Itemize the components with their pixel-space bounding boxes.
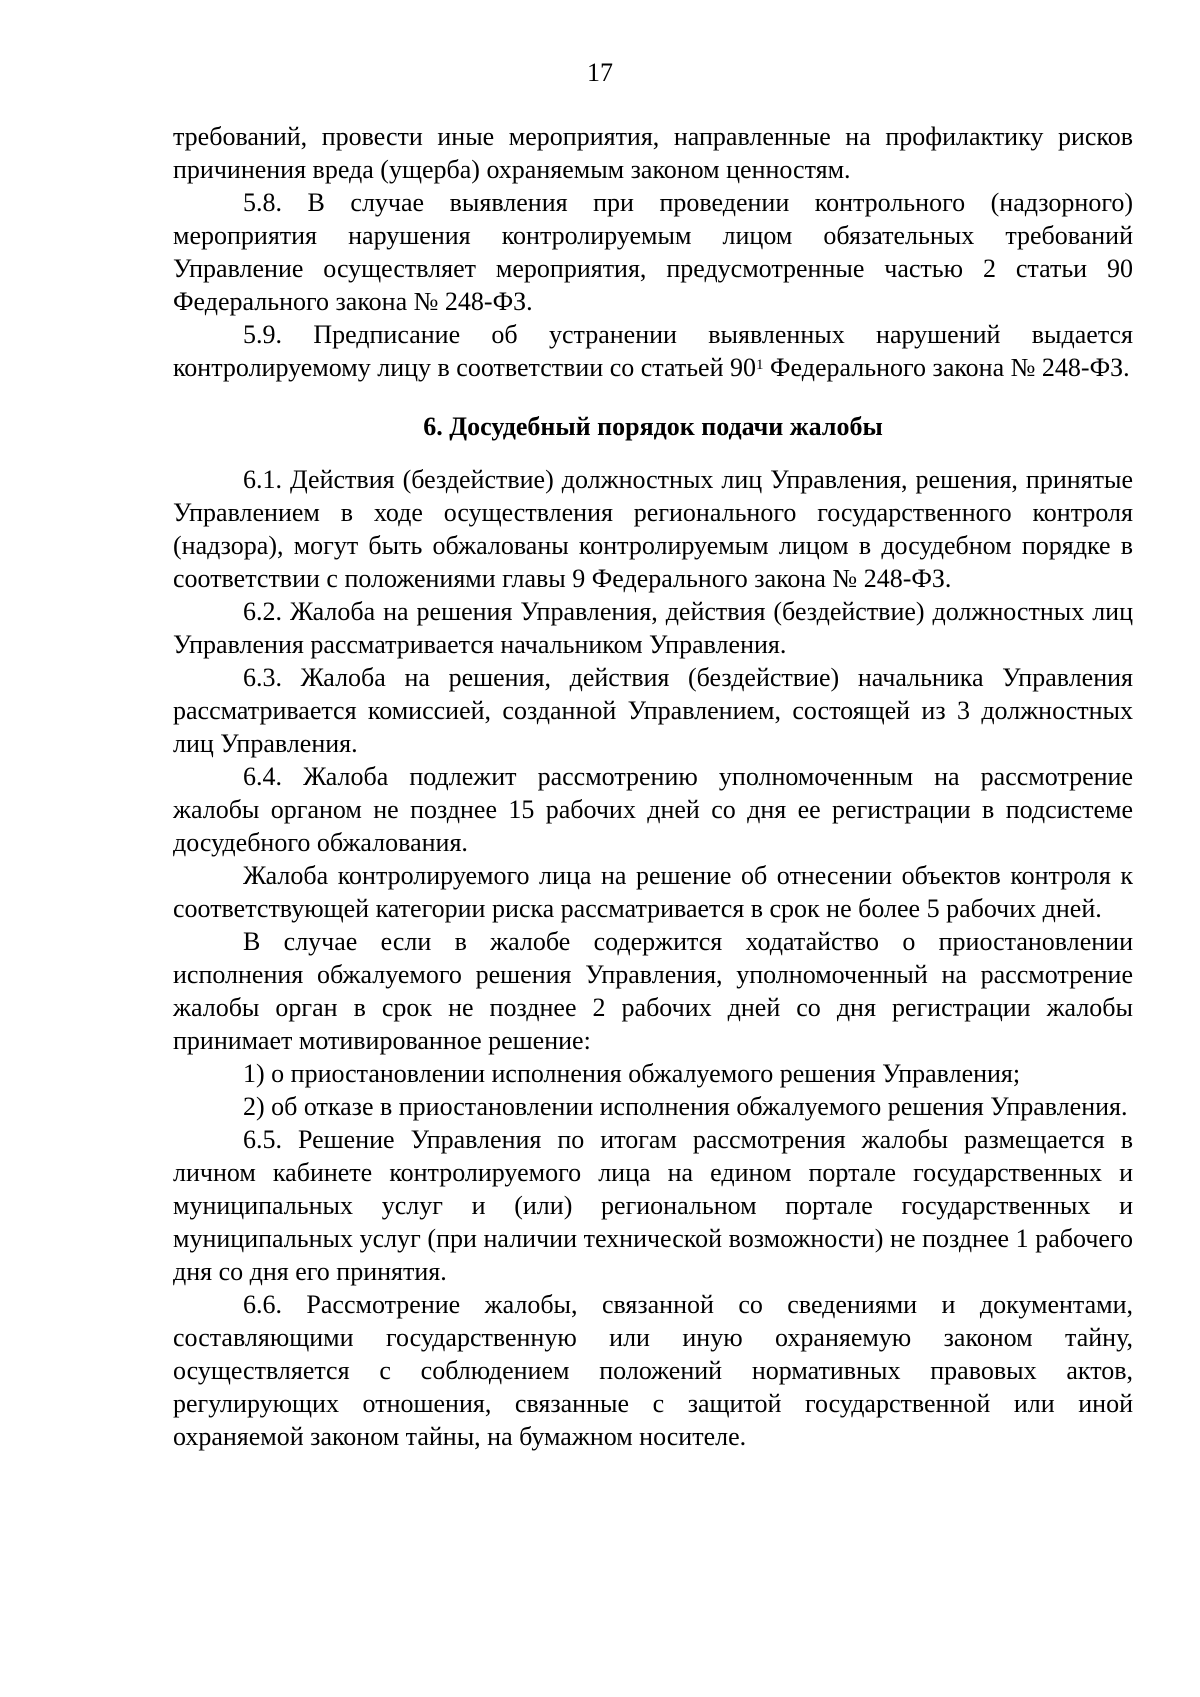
- list-item-1: 1) о приостановлении исполнения обжалуемого решения Управления;: [243, 1059, 1021, 1088]
- paragraph-5-9-text: 5.9. Предписание об устранении выявленных нарушений выдается контролируемому лицу в соответствии со статьей 90: [173, 320, 1133, 382]
- paragraph-6-5: 6.5. Решение Управления по итогам рассмотрения жалобы размещается в личном кабинете контролируемого лица на едином портале государственных и муниципальных услуг и (или) региональном портале государственных и муниципальных услуг (при наличии технической возможности) не позднее 1 рабочего дня со дня его принятия.: [173, 1125, 1133, 1286]
- paragraph-6-4: 6.4. Жалоба подлежит рассмотрению уполномоченным на рассмотрение жалобы органом не позднее 15 рабочих дней со дня ее регистрации в подсистеме досудебного обжалования.: [173, 762, 1133, 857]
- paragraph-6-6: 6.6. Рассмотрение жалобы, связанной со сведениями и документами, составляющими государственную или иную охраняемую законом тайну, осуществляется с соблюдением положений нормативных правовых актов, регулирующих отношения, связанные с защитой государственной или иной охраняемой законом тайны, на бумажном носителе.: [173, 1290, 1133, 1451]
- paragraph-6-4-c: В случае если в жалобе содержится ходатайство о приостановлении исполнения обжалуемого решения Управления, уполномоченный на рассмотрение жалобы орган в срок не позднее 2 рабочих дней со дня регистрации жалобы принимает мотивированное решение:: [173, 927, 1133, 1055]
- paragraph-6-1: 6.1. Действия (бездействие) должностных лиц Управления, решения, принятые Управлением в ходе осуществления регионального государственного контроля (надзора), могут быть обжалованы контролируемым лицом в досудебном порядке в соответствии с положениями главы 9 Федерального закона № 248-ФЗ.: [173, 465, 1133, 593]
- page-number: 17: [587, 58, 613, 87]
- paragraph-5-9: [173, 318, 1133, 384]
- document-body: [173, 120, 1133, 1453]
- section-6-heading: 6. Досудебный порядок подачи жалобы: [423, 412, 883, 441]
- paragraph-6-2: 6.2. Жалоба на решения Управления, действия (бездействие) должностных лиц Управления рассматривается начальником Управления.: [173, 597, 1133, 659]
- paragraph-6-3: 6.3. Жалоба на решения, действия (бездействие) начальника Управления рассматривается комиссией, созданной Управлением, состоящей из 3 должностных лиц Управления.: [173, 663, 1133, 758]
- paragraph-5-9-text-end: Федерального закона № 248-ФЗ.: [763, 353, 1130, 382]
- list-item-2: 2) об отказе в приостановлении исполнения обжалуемого решения Управления.: [243, 1092, 1128, 1121]
- paragraph-6-4-b: Жалоба контролируемого лица на решение об отнесении объектов контроля к соответствующей категории риска рассматривается в срок не более 5 рабочих дней.: [173, 861, 1133, 923]
- paragraph-intro: требований, провести иные мероприятия, направленные на профилактику рисков причинения вреда (ущерба) охраняемым законом ценностям.: [173, 122, 1133, 184]
- paragraph-5-8: 5.8. В случае выявления при проведении контрольного (надзорного) мероприятия нарушения контролируемым лицом обязательных требований Управление осуществляет мероприятия, предусмотренные частью 2 статьи 90 Федерального закона № 248-ФЗ.: [173, 188, 1133, 316]
- superscript-1: 1: [756, 357, 764, 373]
